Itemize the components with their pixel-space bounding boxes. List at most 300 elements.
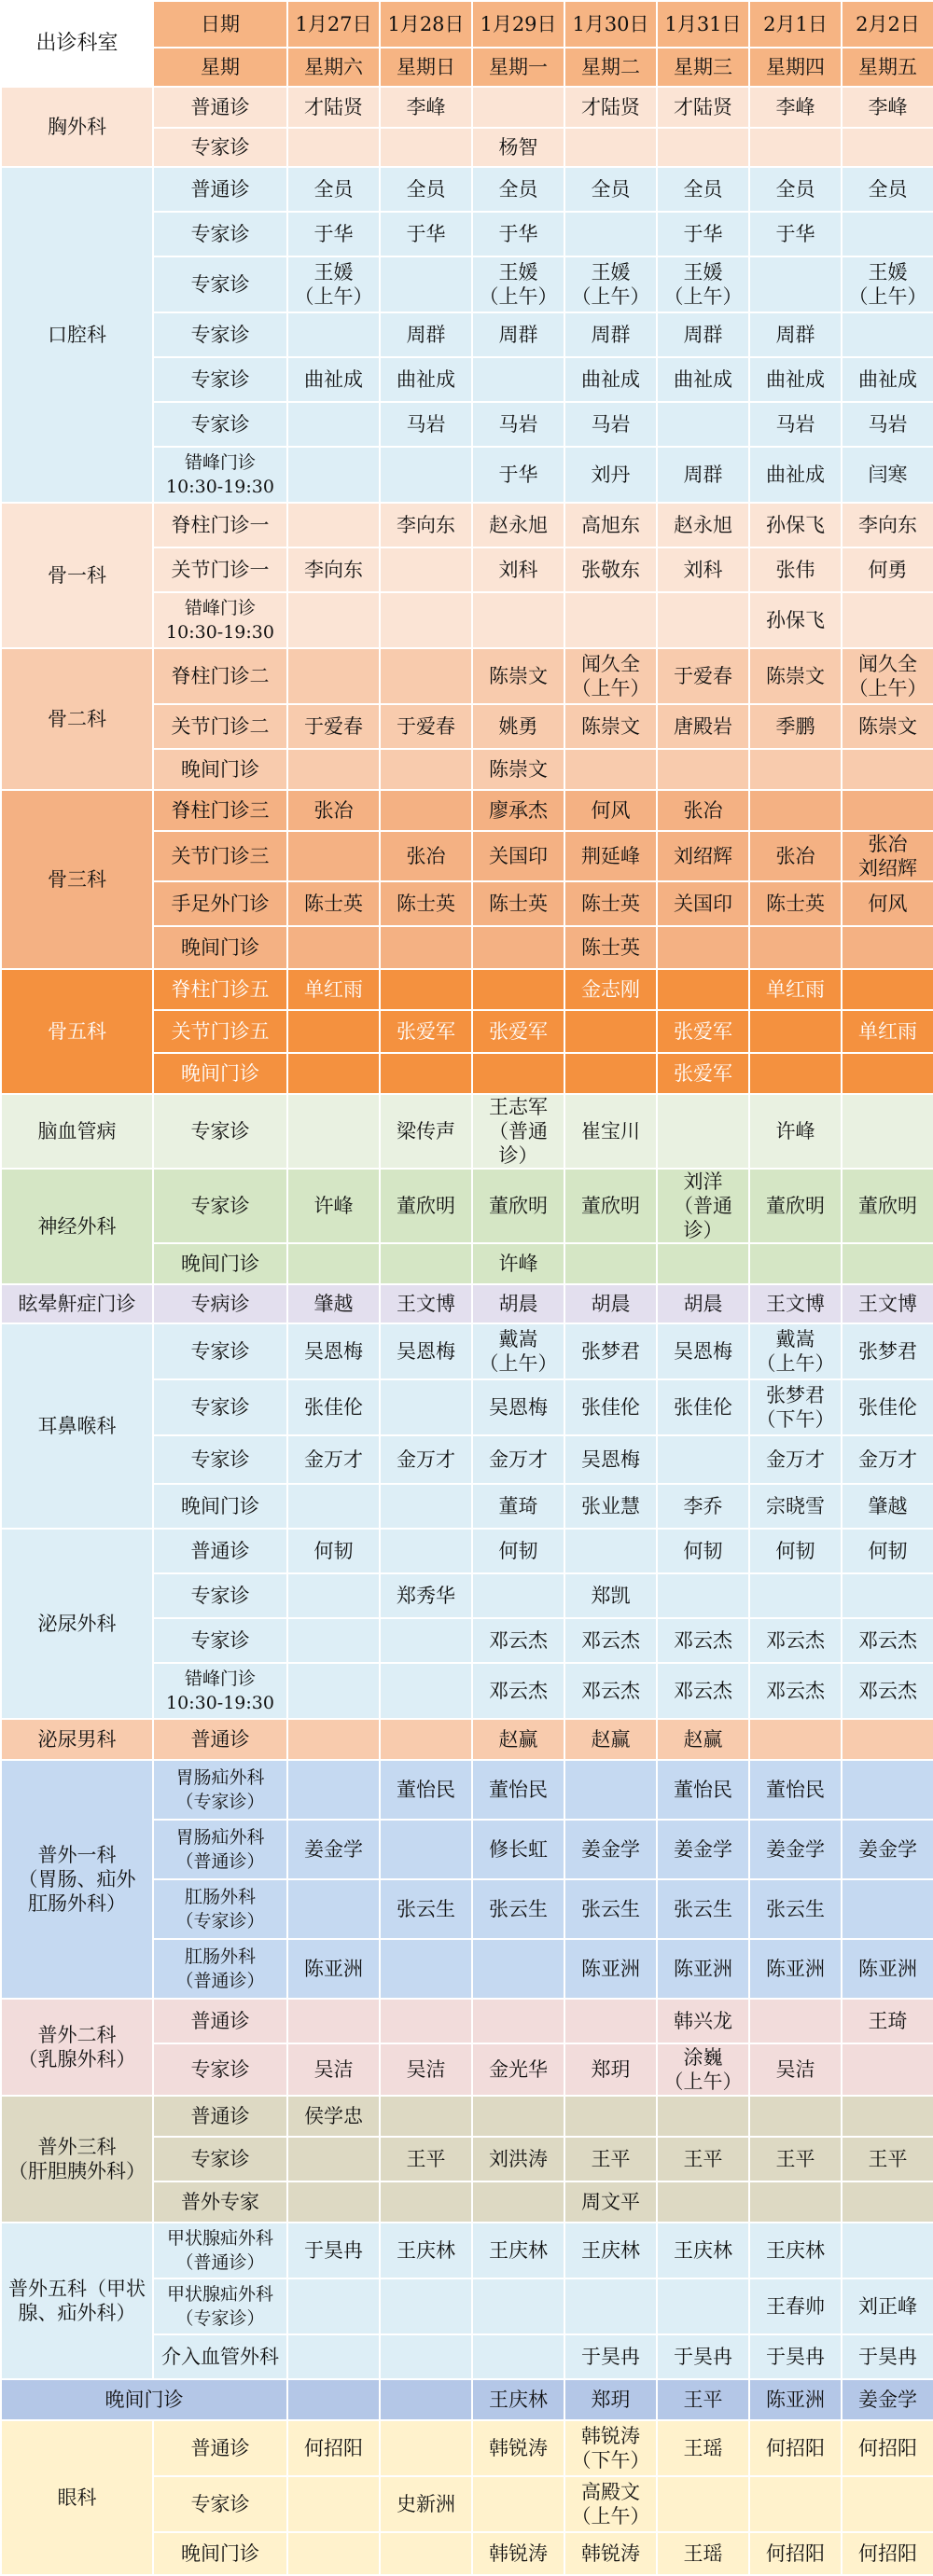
- doctor-cell: 唐殿岩: [657, 704, 749, 749]
- doctor-cell: 张敬东: [564, 547, 657, 592]
- doctor-cell: 曲祉成: [564, 357, 657, 402]
- doctor-cell: [287, 2532, 380, 2575]
- doctor-cell: 赵赢: [657, 1719, 749, 1760]
- clinic-type: 普外专家: [153, 2181, 287, 2223]
- clinic-type: 专家诊: [153, 1169, 287, 1243]
- doctor-cell: 李向东: [380, 503, 472, 547]
- doctor-cell: 陈亚洲: [564, 1939, 657, 1999]
- doctor-cell: [380, 1618, 472, 1663]
- doctor-cell: 周群: [657, 447, 749, 503]
- doctor-cell: 陈士英: [287, 881, 380, 926]
- doctor-cell: 才陆贤: [287, 87, 380, 128]
- doctor-cell: [472, 87, 564, 128]
- doctor-cell: 肇越: [287, 1284, 380, 1323]
- doctor-cell: [380, 1719, 472, 1760]
- doctor-cell: 王文博: [749, 1284, 842, 1323]
- doctor-cell: [287, 1618, 380, 1663]
- doctor-cell: [657, 1243, 749, 1284]
- doctor-cell: 马岩: [472, 402, 564, 447]
- doctor-cell: [657, 128, 749, 167]
- doctor-cell: 王平: [657, 2379, 749, 2420]
- doctor-cell: [380, 749, 472, 790]
- doctor-cell: 韩锐涛: [472, 2420, 564, 2476]
- header-date: 1月31日: [657, 1, 749, 48]
- doctor-cell: [842, 312, 933, 357]
- doctor-cell: [380, 1999, 472, 2043]
- header-date: 1月29日: [472, 1, 564, 48]
- doctor-cell: 于昊冉: [749, 2334, 842, 2379]
- doctor-cell: 王琦: [842, 1999, 933, 2043]
- doctor-cell: 赵赢: [472, 1719, 564, 1760]
- doctor-cell: 张梦君 （下午）: [749, 1379, 842, 1435]
- doctor-cell: 张爱军: [380, 1010, 472, 1053]
- doctor-cell: [749, 1053, 842, 1094]
- doctor-cell: 金光华: [472, 2043, 564, 2096]
- doctor-cell: [749, 1243, 842, 1284]
- doctor-cell: 吴恩梅: [564, 1435, 657, 1484]
- doctor-cell: 才陆贤: [657, 87, 749, 128]
- doctor-cell: 赵永旭: [657, 503, 749, 547]
- department-name: 骨五科: [1, 969, 153, 1094]
- department-name: 脑血管病: [1, 1094, 153, 1169]
- clinic-type: 专家诊: [153, 2476, 287, 2532]
- doctor-cell: 刘丹: [564, 447, 657, 503]
- doctor-cell: 于华: [749, 212, 842, 256]
- doctor-cell: 陈崇文: [472, 648, 564, 704]
- doctor-cell: [842, 2096, 933, 2137]
- doctor-cell: 全员: [657, 167, 749, 212]
- doctor-cell: [472, 2278, 564, 2334]
- doctor-cell: 李向东: [842, 503, 933, 547]
- doctor-cell: 张爱军: [657, 1010, 749, 1053]
- doctor-cell: 刘洪涛: [472, 2137, 564, 2181]
- doctor-cell: [380, 547, 472, 592]
- doctor-cell: [287, 2278, 380, 2334]
- clinic-type: 手足外门诊: [153, 881, 287, 926]
- doctor-cell: [564, 749, 657, 790]
- doctor-cell: [380, 2334, 472, 2379]
- doctor-cell: [380, 2532, 472, 2575]
- doctor-cell: [287, 2476, 380, 2532]
- clinic-type: 错峰门诊 10:30-19:30: [153, 592, 287, 648]
- table-title: 出诊科室: [1, 1, 153, 87]
- doctor-cell: 才陆贤: [564, 87, 657, 128]
- doctor-cell: 王庆林: [657, 2223, 749, 2278]
- doctor-cell: 何招阳: [842, 2532, 933, 2575]
- doctor-cell: 修长虹: [472, 1820, 564, 1879]
- doctor-cell: [657, 2278, 749, 2334]
- clinic-type: 介入血管外科: [153, 2334, 287, 2379]
- doctor-cell: 胡晨: [564, 1284, 657, 1323]
- department-name: 泌尿男科: [1, 1719, 153, 1760]
- doctor-cell: 姜金学: [564, 1820, 657, 1879]
- doctor-cell: [472, 926, 564, 969]
- clinic-type: 专病诊: [153, 1284, 287, 1323]
- doctor-cell: [287, 503, 380, 547]
- doctor-cell: 王瑶: [657, 2420, 749, 2476]
- clinic-type: 普通诊: [153, 2420, 287, 2476]
- doctor-cell: 姜金学: [842, 1820, 933, 1879]
- clinic-type: 晚间门诊: [153, 1484, 287, 1529]
- schedule-row: [1, 969, 933, 1010]
- doctor-cell: 王平: [749, 2137, 842, 2181]
- doctor-cell: 王媛 （上午）: [472, 256, 564, 312]
- doctor-cell: 吴恩梅: [380, 1323, 472, 1379]
- doctor-cell: 吴恩梅: [472, 1379, 564, 1435]
- doctor-cell: 刘绍辉: [657, 831, 749, 881]
- doctor-cell: [380, 1939, 472, 1999]
- doctor-cell: [287, 1663, 380, 1719]
- doctor-cell: 邓云杰: [472, 1618, 564, 1663]
- doctor-cell: [842, 2181, 933, 2223]
- doctor-cell: [472, 1573, 564, 1618]
- doctor-cell: 梁传声: [380, 1094, 472, 1169]
- doctor-cell: 董欣明: [749, 1169, 842, 1243]
- doctor-cell: 陈士英: [564, 926, 657, 969]
- doctor-cell: 曲祉成: [749, 357, 842, 402]
- doctor-cell: 陈亚洲: [287, 1939, 380, 1999]
- doctor-cell: 张云生: [380, 1879, 472, 1939]
- doctor-cell: 史新洲: [380, 2476, 472, 2532]
- doctor-cell: [749, 2096, 842, 2137]
- clinic-type: 专家诊: [153, 402, 287, 447]
- doctor-cell: 全员: [380, 167, 472, 212]
- schedule-row: [1, 167, 933, 212]
- header-weekday: 星期日: [380, 48, 472, 87]
- clinic-type: 专家诊: [153, 1094, 287, 1169]
- doctor-cell: 陈亚洲: [842, 1939, 933, 1999]
- header-weekday: 星期二: [564, 48, 657, 87]
- doctor-cell: 邓云杰: [842, 1618, 933, 1663]
- doctor-cell: [842, 2223, 933, 2278]
- clinic-type: 脊柱门诊二: [153, 648, 287, 704]
- doctor-cell: [657, 749, 749, 790]
- clinic-type: 普通诊: [153, 167, 287, 212]
- department-name: 神经外科: [1, 1169, 153, 1284]
- doctor-cell: 王志军 （普通诊）: [472, 1094, 564, 1169]
- doctor-cell: 张云生: [749, 1879, 842, 1939]
- doctor-cell: [564, 1010, 657, 1053]
- doctor-cell: 邓云杰: [749, 1618, 842, 1663]
- doctor-cell: [287, 2181, 380, 2223]
- doctor-cell: 廖承杰: [472, 790, 564, 831]
- schedule-row: [1, 1529, 933, 1573]
- doctor-cell: 涂巍 （上午）: [657, 2043, 749, 2096]
- header-weekday: 星期六: [287, 48, 380, 87]
- doctor-cell: 董欣明: [564, 1169, 657, 1243]
- doctor-cell: [287, 1573, 380, 1618]
- doctor-cell: 孙保飞: [749, 503, 842, 547]
- schedule-row: [1, 1323, 933, 1379]
- doctor-cell: 王平: [842, 2137, 933, 2181]
- doctor-cell: 全员: [287, 167, 380, 212]
- header-weekday: 星期五: [842, 48, 933, 87]
- doctor-cell: 何风: [842, 881, 933, 926]
- doctor-cell: 周文平: [564, 2181, 657, 2223]
- doctor-cell: 张梦君: [842, 1323, 933, 1379]
- doctor-cell: 荆延峰: [564, 831, 657, 881]
- doctor-cell: 张冶: [380, 831, 472, 881]
- department-name: 泌尿外科: [1, 1529, 153, 1719]
- doctor-cell: 曲祉成: [657, 357, 749, 402]
- doctor-cell: 许峰: [287, 1169, 380, 1243]
- department-name: 眩晕鼾症门诊: [1, 1284, 153, 1323]
- doctor-cell: 曲祉成: [842, 357, 933, 402]
- doctor-cell: [842, 1094, 933, 1169]
- doctor-cell: 李峰: [749, 87, 842, 128]
- doctor-cell: [657, 2476, 749, 2532]
- doctor-cell: 何招阳: [287, 2420, 380, 2476]
- doctor-cell: 王庆林: [472, 2223, 564, 2278]
- doctor-cell: 于爱春: [287, 704, 380, 749]
- doctor-cell: 闻久全 （上午）: [842, 648, 933, 704]
- doctor-cell: 肇越: [842, 1484, 933, 1529]
- doctor-cell: 王庆林: [380, 2223, 472, 2278]
- doctor-cell: 张冶: [749, 831, 842, 881]
- department-name: 普外一科 （胃肠、疝外 肛肠外科）: [1, 1760, 153, 1999]
- doctor-cell: [564, 2278, 657, 2334]
- doctor-cell: 张冶: [287, 790, 380, 831]
- clinic-type: 专家诊: [153, 1379, 287, 1435]
- doctor-cell: 张业慧: [564, 1484, 657, 1529]
- doctor-cell: 张云生: [472, 1879, 564, 1939]
- doctor-cell: 何韧: [472, 1529, 564, 1573]
- schedule-row: [1, 503, 933, 547]
- doctor-cell: [564, 212, 657, 256]
- doctor-cell: 周群: [564, 312, 657, 357]
- doctor-cell: [287, 2137, 380, 2181]
- clinic-type: 专家诊: [153, 312, 287, 357]
- doctor-cell: [842, 926, 933, 969]
- doctor-cell: 关国印: [472, 831, 564, 881]
- doctor-cell: 于昊冉: [287, 2223, 380, 2278]
- doctor-cell: [287, 1010, 380, 1053]
- schedule-row: [1, 790, 933, 831]
- doctor-cell: [472, 1939, 564, 1999]
- schedule-row: [1, 2223, 933, 2278]
- doctor-cell: 高殿文 （上午）: [564, 2476, 657, 2532]
- doctor-cell: [380, 2278, 472, 2334]
- doctor-cell: 王文博: [380, 1284, 472, 1323]
- doctor-cell: 许峰: [749, 1094, 842, 1169]
- doctor-cell: 张佳伦: [842, 1379, 933, 1435]
- schedule-row: [1, 1284, 933, 1323]
- doctor-cell: [287, 831, 380, 881]
- doctor-cell: 金万才: [287, 1435, 380, 1484]
- doctor-cell: [842, 2476, 933, 2532]
- clinic-type: 晚间门诊: [153, 1243, 287, 1284]
- doctor-cell: 陈士英: [564, 881, 657, 926]
- doctor-cell: [287, 2334, 380, 2379]
- doctor-cell: 全员: [564, 167, 657, 212]
- doctor-cell: [657, 592, 749, 648]
- clinic-type: 甲状腺疝外科 （专家诊）: [153, 2278, 287, 2334]
- doctor-cell: [287, 447, 380, 503]
- doctor-cell: [749, 128, 842, 167]
- doctor-cell: [287, 749, 380, 790]
- clinic-type: 专家诊: [153, 2043, 287, 2096]
- clinic-type: 专家诊: [153, 1573, 287, 1618]
- header-weekday: 星期四: [749, 48, 842, 87]
- doctor-cell: [657, 2096, 749, 2137]
- doctor-cell: 董怡民: [657, 1760, 749, 1820]
- doctor-cell: 王平: [564, 2137, 657, 2181]
- doctor-cell: 张冶 刘绍辉: [842, 831, 933, 881]
- clinic-type: 胃肠疝外科 （专家诊）: [153, 1760, 287, 1820]
- doctor-cell: [842, 1573, 933, 1618]
- doctor-cell: [287, 1999, 380, 2043]
- doctor-cell: 张佳伦: [564, 1379, 657, 1435]
- doctor-cell: 戴嵩 （上午）: [472, 1323, 564, 1379]
- doctor-cell: 姜金学: [842, 2379, 933, 2420]
- clinic-type: 晚间门诊: [153, 749, 287, 790]
- clinic-type: 关节门诊三: [153, 831, 287, 881]
- doctor-cell: 于昊冉: [657, 2334, 749, 2379]
- clinic-type: 普通诊: [153, 2096, 287, 2137]
- doctor-cell: 高旭东: [564, 503, 657, 547]
- clinic-type: 专家诊: [153, 128, 287, 167]
- doctor-cell: 王媛 （上午）: [564, 256, 657, 312]
- doctor-cell: [749, 1010, 842, 1053]
- doctor-cell: [287, 128, 380, 167]
- doctor-cell: [287, 1484, 380, 1529]
- doctor-cell: [380, 2096, 472, 2137]
- department-name: 骨一科: [1, 503, 153, 648]
- doctor-cell: 吴洁: [749, 2043, 842, 2096]
- doctor-cell: 陈崇文: [749, 648, 842, 704]
- doctor-cell: 于昊冉: [842, 2334, 933, 2379]
- department-name: 耳鼻喉科: [1, 1323, 153, 1529]
- doctor-cell: 王文博: [842, 1284, 933, 1323]
- doctor-cell: 王媛 （上午）: [842, 256, 933, 312]
- doctor-cell: [380, 1484, 472, 1529]
- doctor-cell: 吴洁: [287, 2043, 380, 2096]
- schedule-row: [1, 2096, 933, 2137]
- doctor-cell: 郑凯: [564, 1573, 657, 1618]
- weekday-label: 星期: [153, 48, 287, 87]
- clinic-type: 普通诊: [153, 87, 287, 128]
- clinic-type: 错峰门诊 10:30-19:30: [153, 447, 287, 503]
- doctor-cell: 全员: [472, 167, 564, 212]
- doctor-cell: 张爱军: [657, 1053, 749, 1094]
- doctor-cell: [380, 447, 472, 503]
- header-date: 1月27日: [287, 1, 380, 48]
- doctor-cell: [380, 2181, 472, 2223]
- doctor-cell: 金万才: [749, 1435, 842, 1484]
- clinic-type: 专家诊: [153, 212, 287, 256]
- doctor-cell: 张云生: [564, 1879, 657, 1939]
- doctor-cell: 董怡民: [472, 1760, 564, 1820]
- doctor-cell: 张爱军: [472, 1010, 564, 1053]
- schedule-body: [1, 1, 933, 2575]
- doctor-cell: 何韧: [287, 1529, 380, 1573]
- doctor-cell: [842, 1760, 933, 1820]
- doctor-cell: 李峰: [842, 87, 933, 128]
- doctor-cell: [380, 1243, 472, 1284]
- department-name: 口腔科: [1, 167, 153, 503]
- doctor-cell: [472, 592, 564, 648]
- doctor-cell: 邓云杰: [472, 1663, 564, 1719]
- doctor-cell: 吴恩梅: [287, 1323, 380, 1379]
- doctor-cell: 戴嵩 （上午）: [749, 1323, 842, 1379]
- schedule-row: [1, 1999, 933, 2043]
- doctor-cell: 董欣明: [842, 1169, 933, 1243]
- doctor-cell: 邓云杰: [564, 1618, 657, 1663]
- doctor-cell: 吴恩梅: [657, 1323, 749, 1379]
- doctor-cell: [657, 402, 749, 447]
- doctor-cell: 张梦君: [564, 1323, 657, 1379]
- clinic-type: 脊柱门诊一: [153, 503, 287, 547]
- header-date-row: [1, 1, 933, 48]
- doctor-cell: 王庆林: [472, 2379, 564, 2420]
- doctor-cell: 董琦: [472, 1484, 564, 1529]
- doctor-cell: 胡晨: [472, 1284, 564, 1323]
- doctor-cell: [380, 128, 472, 167]
- doctor-cell: 金万才: [472, 1435, 564, 1484]
- doctor-cell: [380, 1663, 472, 1719]
- doctor-cell: [564, 1053, 657, 1094]
- department-name: 胸外科: [1, 87, 153, 167]
- doctor-cell: 李向东: [287, 547, 380, 592]
- doctor-cell: 全员: [842, 167, 933, 212]
- doctor-cell: 邓云杰: [564, 1663, 657, 1719]
- doctor-cell: [749, 749, 842, 790]
- doctor-cell: 姚勇: [472, 704, 564, 749]
- doctor-cell: 何勇: [842, 547, 933, 592]
- clinic-type: 晚间门诊: [153, 926, 287, 969]
- doctor-cell: [380, 1379, 472, 1435]
- doctor-cell: 单红雨: [749, 969, 842, 1010]
- doctor-cell: 胡晨: [657, 1284, 749, 1323]
- doctor-cell: 于华: [472, 447, 564, 503]
- clinic-type: 关节门诊一: [153, 547, 287, 592]
- doctor-cell: [657, 926, 749, 969]
- doctor-cell: 杨智: [472, 128, 564, 167]
- doctor-cell: [380, 1820, 472, 1879]
- doctor-cell: 何韧: [749, 1529, 842, 1573]
- doctor-cell: 于华: [287, 212, 380, 256]
- doctor-cell: [564, 128, 657, 167]
- doctor-cell: 孙保飞: [749, 592, 842, 648]
- doctor-cell: 郑玥: [564, 2379, 657, 2420]
- clinic-type: 关节门诊二: [153, 704, 287, 749]
- doctor-cell: 崔宝川: [564, 1094, 657, 1169]
- doctor-cell: 马岩: [749, 402, 842, 447]
- doctor-cell: 闻久全 （上午）: [564, 648, 657, 704]
- doctor-cell: [749, 256, 842, 312]
- doctor-cell: [380, 2379, 472, 2420]
- doctor-cell: [564, 592, 657, 648]
- doctor-cell: 陈亚洲: [749, 1939, 842, 1999]
- doctor-cell: [842, 212, 933, 256]
- doctor-cell: 于华: [380, 212, 472, 256]
- doctor-cell: [842, 128, 933, 167]
- doctor-cell: [657, 2181, 749, 2223]
- doctor-cell: 何招阳: [842, 2420, 933, 2476]
- doctor-cell: 董欣明: [472, 1169, 564, 1243]
- clinic-type: 普通诊: [153, 1719, 287, 1760]
- header-date: 1月28日: [380, 1, 472, 48]
- doctor-cell: 金万才: [380, 1435, 472, 1484]
- doctor-cell: [749, 1573, 842, 1618]
- doctor-cell: [287, 2379, 380, 2420]
- doctor-cell: [842, 1053, 933, 1094]
- doctor-cell: [380, 648, 472, 704]
- doctor-cell: [842, 1719, 933, 1760]
- doctor-cell: [287, 1760, 380, 1820]
- doctor-cell: 陈亚洲: [657, 1939, 749, 1999]
- department-name: 普外五科（甲状 腺、疝外科）: [1, 2223, 153, 2379]
